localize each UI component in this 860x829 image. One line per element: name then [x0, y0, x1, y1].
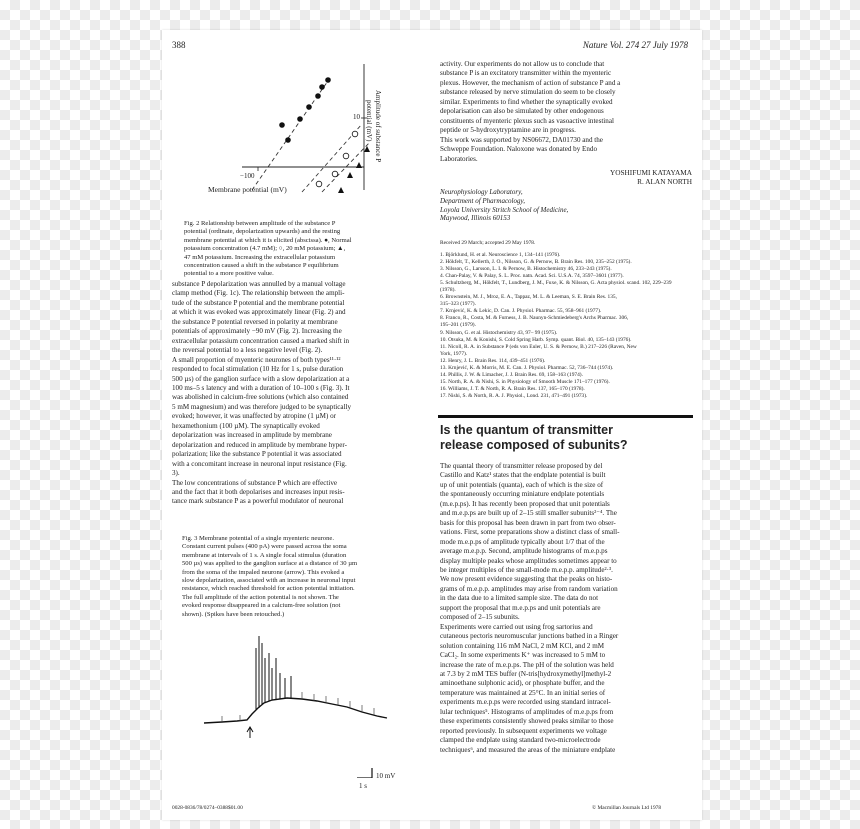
text-line: techniques⁶, and measured the areas of the miniature endplate	[440, 745, 616, 754]
text-line: the reversal potential to a less negative level (Fig. 2).	[172, 346, 323, 355]
text-line: 100 ms–5 s latency and with a duration of 10–100 s (Fig. 3). It	[172, 383, 350, 392]
fig2-x-tick-label: −100	[240, 172, 255, 180]
text-line: up of unit potentials (quanta), each of which is the size of	[440, 480, 604, 489]
author-block	[542, 168, 692, 186]
affiliation-line: Maywood, Illinois 60153	[440, 214, 511, 223]
title-line: Is the quantum of transmitter	[440, 423, 613, 437]
reference-item: 3. Nilsson, G., Larsson, L. I. & Pernow, B. Histochemistry 46, 233–243 (1975).	[440, 266, 612, 273]
caption-line: membrane potential at which it is elicited (abscissa). ●, Normal	[184, 236, 352, 244]
caption-line: Fig. 3 Membrane potential of a single myenteric neurone.	[182, 535, 334, 542]
text-line: was abolished in calcium-free solutions (which also contained	[172, 393, 349, 402]
text-line: evoked; however, it was unaffected by atropine (1 µM) or	[172, 412, 337, 421]
fig2-point-normal	[319, 84, 325, 90]
text-line: and m.e.p.ps are built up of 2–15 still smaller subunits²⁻⁴. The	[440, 509, 617, 518]
reference-item: 13. Krnjević, K. & Morris, M. E. Can. J. Physiol. Pharmac. 52, 736–744 (1974).	[440, 364, 614, 371]
text-line: A small proportion of myenteric neurones of both types¹¹·¹²	[172, 355, 341, 364]
section-rule	[438, 415, 693, 418]
text-line: tance mark substance P as a powerful modulator of neuronal	[172, 497, 344, 506]
text-line: with a concomitant increase in neuronal input resistance (Fig.	[172, 459, 347, 468]
text-line: 500 µs) of the ganglion surface with a slow depolarization at a	[172, 374, 350, 383]
affiliation-line: Department of Pharmacology,	[440, 196, 525, 205]
article-title	[440, 423, 690, 453]
text-line: extracellular potassium concentration caused a marked shift in	[172, 336, 350, 345]
text-line: peptide or 5-hydroxytryptamine are in progress.	[440, 126, 576, 135]
reference-item: 6. Brownstein, M. J., Mroz, E. A., Tappaz, M. L. & Leeman, S. E. Brain Res. 135,	[440, 294, 617, 301]
fig3-spikes	[256, 636, 291, 710]
right-column-text	[440, 60, 690, 164]
figure-3-caption	[182, 535, 422, 619]
fig2-point-47mm	[338, 187, 344, 193]
fig3-current-pulses	[222, 692, 374, 722]
reference-item: 10. Otsuka, M. & Konishi, S. Cold Spring Harb. Symp. quant. Biol. 40, 135–143 (1976).	[440, 336, 632, 343]
title-line: release composed of subunits?	[440, 438, 628, 452]
text-line: clamped the endplate using standard two-microelectrode	[440, 736, 601, 745]
caption-line: from the soma of the impaled neurone (arrow). This evoked a	[182, 568, 345, 576]
text-line: in the data due to a limited sample size. The data do not	[440, 594, 599, 603]
caption-line: resistance, which reached threshold for action potential initiation.	[182, 585, 355, 593]
reference-item: York, 1977).	[440, 350, 468, 357]
text-line: polarization; like the substance P potential it was associated	[172, 450, 342, 459]
article-body	[440, 462, 690, 755]
reference-item: 17. Nishi, S. & North, R. A. J. Physiol., Lond. 231, 471–491 (1973).	[440, 392, 588, 399]
text-line: be integer multiples of the small-mode m.e.p.p. amplitude²·³.	[440, 565, 613, 574]
text-line: responded to focal stimulation (10 Hz for 1 s, pulse duration	[172, 365, 344, 374]
left-column-text	[172, 280, 425, 507]
text-line: vations. First, some preparations show a distinct class of small-	[440, 528, 620, 537]
reference-item: 16. Williams, J. T. & North, R. A. Brain Res. 137, 165–170 (1978).	[440, 385, 585, 392]
figure-3-trace	[192, 628, 422, 778]
affiliation-line: Neurophysiology Laboratory,	[440, 188, 523, 196]
text-line: temperature was maintained at 25°C. In an initial series of	[440, 688, 606, 697]
fig2-x-axis-label: Membrane potential (mV)	[208, 185, 287, 194]
text-line: constituents of myenteric plexus such as vasoactive intestinal	[440, 116, 614, 125]
reference-item: 2. Hökfelt, T., Kellerth, J. O., Nilsson, G. & Pernow, B. Brain Res. 100, 235–252 (1975).	[440, 259, 632, 266]
author-name: YOSHIFUMI KATAYAMA	[609, 168, 692, 177]
text-line: tude of the substance P potential and the membrane potential	[172, 298, 345, 307]
text-line: at 7.3 by 2 mM TES buffer (N-tris[hydroxymethyl]methyl-2	[440, 669, 612, 678]
text-line: cutaneous pectoris neuromuscular junctions bathed in a Ringer	[440, 632, 619, 641]
text-line: substance released by nerve stimulation do seem to be closely	[440, 88, 616, 97]
text-line: substance P depolarization was annulled by a manual voltage	[172, 280, 346, 288]
fig2-point-normal	[285, 137, 291, 143]
caption-line: potential to a more positive value.	[184, 270, 274, 278]
caption-line: shown). (Spikes have been retouched.)	[182, 610, 285, 618]
text-line: depolarisation can also be simulated by other endogenous	[440, 107, 604, 116]
text-line: hexamethonium (100 µM). The synaptically evoked	[172, 421, 320, 430]
text-line: display multiple peaks whose amplitudes sometimes appear to	[440, 556, 617, 565]
reference-item: 1. Björklund, H. et al. Neuroscience 1, 134–141 (1976).	[440, 252, 561, 258]
text-line: experiments m.e.p.ps were recorded using standard intracel-	[440, 698, 611, 707]
fig2-y-axis-label-1: Amplitude of substance P	[374, 90, 382, 163]
reference-item: 4. Chan-Palay, V. & Palay, S. L. Proc. natn. Acad. Sci. U.S.A. 74, 3597–3601 (1977).	[440, 273, 624, 280]
reference-item: 195–201 (1979).	[440, 322, 476, 329]
fig2-y-tick-label: 10	[353, 113, 360, 121]
page-number: 388	[172, 40, 186, 50]
text-line: basis for this proposal has been drawn in part from two obser-	[440, 518, 616, 527]
text-line: Experiments were carried out using frog sartorius and	[440, 622, 593, 631]
text-line: plexus. However, the mechanism of action of substance P and a	[440, 78, 621, 87]
caption-line: Fig. 2 Relationship between amplitude of the substance P	[184, 220, 336, 227]
caption-line: 500 µs) was applied to the ganglion surface at a distance of 30 µm	[182, 560, 358, 568]
text-line: increase the rate of m.e.p.ps. The pH of the solution was held	[440, 660, 614, 669]
reference-item: 315–323 (1977).	[440, 301, 476, 308]
fig3-scale-t-label: 1 s	[359, 782, 367, 790]
fig2-point-20mm	[352, 131, 358, 137]
text-line: Castillo and Katz¹ states that the endplate potential is built	[440, 471, 606, 480]
affiliation	[440, 188, 690, 223]
reference-item: (1978).	[440, 287, 456, 294]
text-line: lular techniques⁵. Histograms of amplitudes of m.e.p.ps from	[440, 707, 614, 716]
fig2-point-normal	[279, 122, 285, 128]
text-line: depolarization and reduced in amplitude by membrane hyper-	[172, 440, 347, 449]
fig2-point-normal	[315, 93, 321, 99]
text-line: 3).	[172, 469, 180, 478]
text-line: substance P is an excitatory transmitter within the myenteric	[440, 69, 612, 78]
reference-item: 9. Nilsson, G. et al. Histochemistry 43, 97– 99 (1975).	[440, 329, 558, 336]
reference-item: 7. Krnjević, K. & Lekic, D. Can. J. Physiol. Pharmac. 55, 958–961 (1977).	[440, 308, 602, 315]
text-line: mode m.e.p.ps of amplitude typically about 1/7 that of the	[440, 537, 605, 546]
fig2-point-20mm	[343, 153, 349, 159]
fig3-membrane-trace	[204, 698, 387, 723]
text-line: The low concentrations of substance P which are effective	[172, 478, 338, 487]
text-line: clamp method (Fig. 1c). The relationship between the ampli-	[172, 289, 345, 298]
text-line: the spontaneously occurring miniature endplate potentials	[440, 490, 605, 499]
fig2-point-normal	[297, 116, 303, 122]
text-line: Laboratories.	[440, 154, 478, 163]
text-line: We now present evidence suggesting that the peaks on histo-	[440, 575, 613, 584]
figure-2-caption	[184, 220, 422, 279]
fig2-y-axis-label-2: potential (mV)	[365, 100, 373, 142]
text-line: composed of 2–15 subunits.	[440, 613, 520, 622]
copyright: © Macmillan Journals Ltd 1978	[592, 805, 662, 811]
caption-line: concentration caused a shift in the substance P equilibrium	[184, 262, 339, 270]
reference-item: 8. Franco, R., Costa, M. & Furness, J. B. Naunyn-Schmiedeberg's Archs Pharmac. 306,	[440, 315, 629, 322]
text-line: activity. Our experiments do not allow us to conclude that	[440, 60, 605, 68]
text-line: depolarization was increased in amplitude by membrane	[172, 431, 332, 440]
text-line: reported previously. In subsequent experiments we voltage	[440, 726, 607, 735]
fig2-point-20mm	[332, 171, 338, 177]
fig3-scale-v-label: 10 mV	[376, 772, 396, 780]
text-line: (m.e.p.ps). It has recently been proposed that unit potentials	[440, 499, 610, 508]
text-line: these experiments consistently showed peaks similar to those	[440, 717, 614, 726]
caption-line: potential (ordinate, depolarization upwards) and the resting	[184, 228, 341, 236]
reference-item: 14. Phillis, J. W. & Limacher, J. J. Brain Res. 69, 158–163 (1974).	[440, 371, 583, 378]
text-line: aminoethane sulphonic acid), or phosphate buffer, and the	[440, 679, 605, 688]
text-line: and the fact that it both depolarises and increases input resis-	[172, 487, 345, 496]
fig2-point-47mm	[347, 172, 353, 178]
text-line: The quantal theory of transmitter release proposed by del	[440, 462, 603, 470]
text-line: average m.e.p.p. Second, amplitude histograms of m.e.p.ps	[440, 547, 608, 556]
text-line: similar. Experiments to find whether the synaptically evoked	[440, 97, 613, 106]
received-line: Received 29 March; accepted 29 May 1978.	[440, 240, 536, 246]
reference-item: 15. North, R. A. & Nishi, S. in Physiology of Smooth Muscle 171–177 (1976).	[440, 378, 610, 385]
fig2-point-47mm	[356, 162, 362, 168]
affiliation-line: Loyola University Stritch School of Medicine,	[440, 205, 569, 214]
fig3-stimulus-arrow	[247, 727, 253, 738]
journal-header: Nature Vol. 274 27 July 1978	[582, 40, 688, 50]
caption-line: 47 mM potassium. Increasing the extracellular potassium	[184, 253, 336, 261]
text-line: the substance P potential reversed in polarity at membrane	[172, 317, 338, 326]
fig2-point-normal	[325, 77, 331, 83]
caption-line: The full amplitude of the action potential is not shown. The	[182, 593, 339, 601]
footer-code: 0028-0836/78/0274–0388$01.00	[172, 805, 243, 811]
text-line: at which it was evoked was approximately linear (Fig. 2) and	[172, 308, 346, 317]
text-line: Schweppe Foundation. Naloxone was donated by Endo	[440, 145, 598, 154]
caption-line: slow depolarization, associated with an increase in neuronal input	[182, 577, 356, 585]
text-line: 5 mM magnesium) and was therefore judged to be synaptically	[172, 402, 352, 411]
reference-item: 12. Henry, J. L. Brain Res. 114, 439–451 (1976).	[440, 357, 546, 364]
reference-list	[440, 252, 690, 400]
caption-line: potassium concentration (4.7 mM); ○, 20 mM potassium; ▲,	[184, 245, 346, 253]
reference-item: 11. Nicoll, R. A. in Substance P (eds von Euler, U. S. & Pernow, B.) 217–226 (Raven, New	[440, 343, 637, 350]
fig2-point-normal	[306, 104, 312, 110]
text-line: solution containing 116 mM NaCl, 2 mM KCl, and 2 mM	[440, 641, 605, 650]
text-line: CaCl₂. In some experiments K⁺ was increased to 5 mM to	[440, 651, 606, 660]
text-line: potentials of approximately −90 mV (Fig. 2). Increasing the	[172, 327, 342, 336]
text-line: support the proposal that m.e.p.ps and unit potentials are	[440, 603, 601, 612]
text-line: This work was supported by NS06672, DA01730 and the	[440, 135, 603, 144]
fig2-point-20mm	[316, 181, 322, 187]
caption-line: Constant current pulses (400 pA) were passed across the soma	[182, 543, 347, 551]
reference-item: 5. Schultzberg, M., Hökfelt, T., Lundberg, J. M., Fuxe, K. & Nilsson, G. Acta physiol. scand. 102, 229–239	[440, 280, 672, 287]
text-line: grams of m.e.p.p. amplitudes may arise from random variation	[440, 584, 618, 593]
author-name: R. ALAN NORTH	[637, 177, 692, 186]
journal-page	[162, 30, 702, 820]
caption-line: evoked response disappeared in a calcium-free solution (not	[182, 602, 341, 610]
caption-line: membrane at intervals of 1 s. A single focal stimulus (duration	[182, 551, 347, 559]
